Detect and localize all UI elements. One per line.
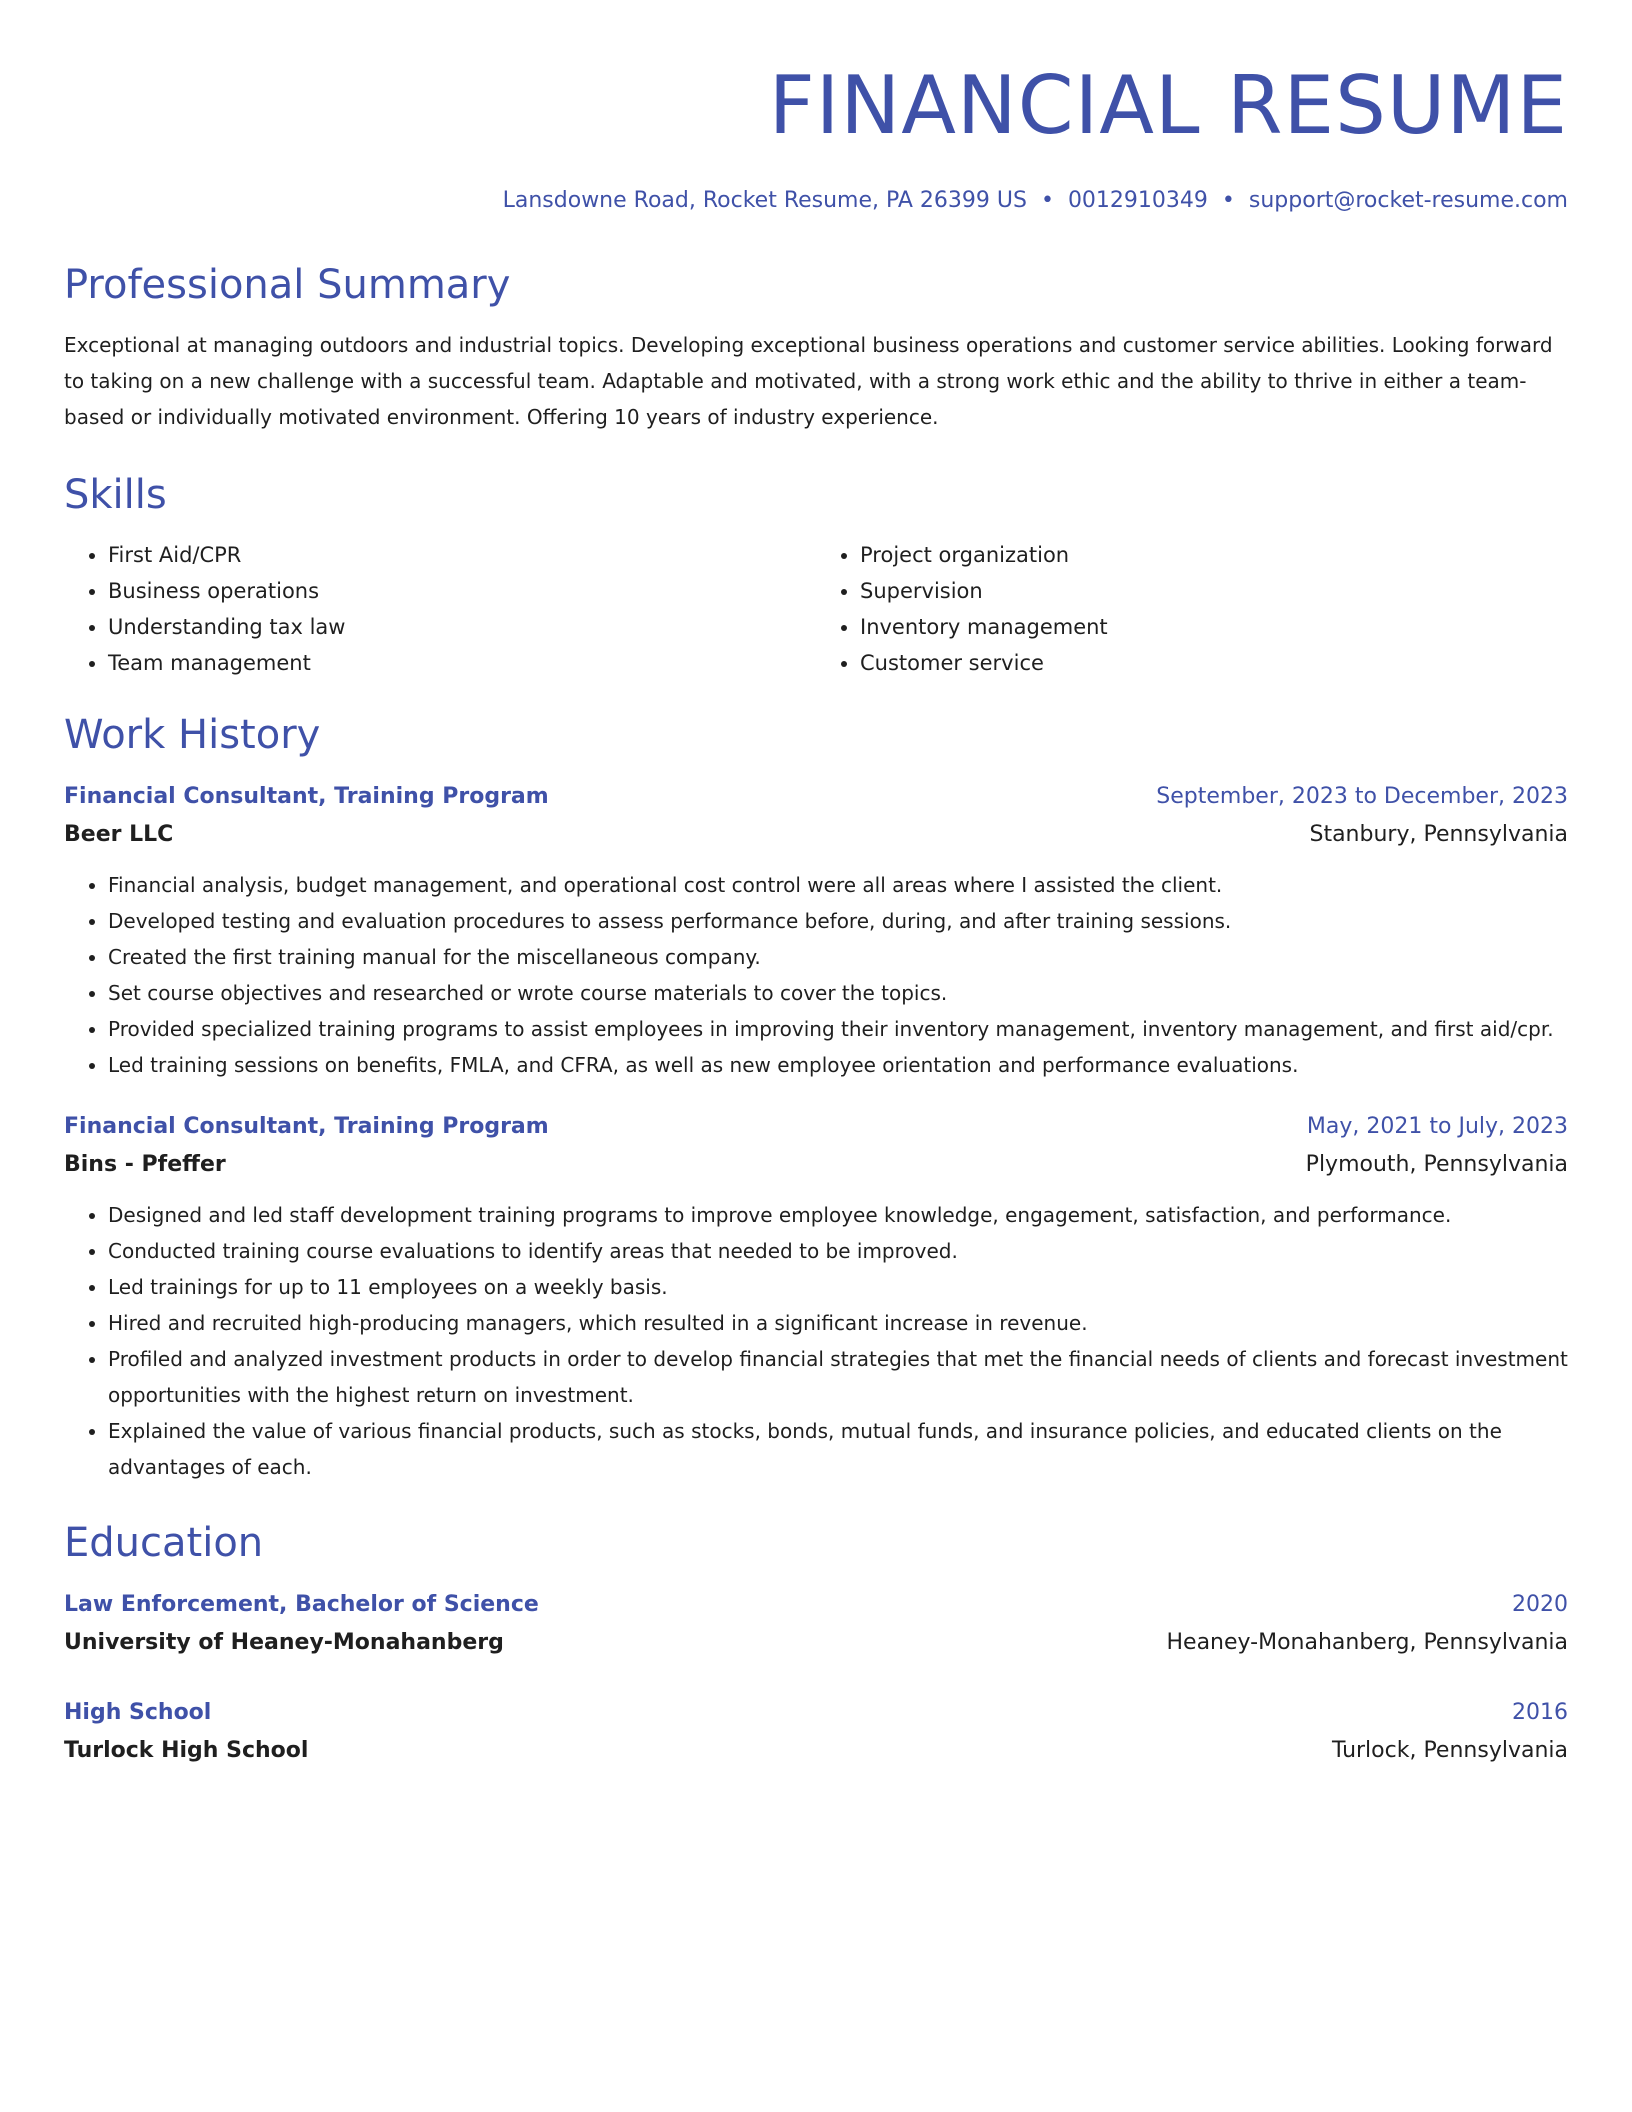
summary-heading: Professional Summary xyxy=(64,262,511,308)
job-bullets xyxy=(64,867,1568,1083)
job-header-row xyxy=(64,1109,1568,1145)
job-bullet: • Led training sessions on benefits, FMLA, and CFRA, as well as new employee orientation and performance evaluations. xyxy=(108,1047,1568,1083)
education-degree: High School xyxy=(64,1700,212,1725)
job-bullet: • Explained the value of various financial products, such as stocks, bonds, mutual funds, and insurance policies, and educated clients on the advantages of each. xyxy=(108,1413,1568,1485)
job-bullet: • Designed and led staff development training programs to improve employee knowledge, engagement, satisfaction, and performance. xyxy=(108,1197,1568,1233)
job-company: Bins - Pfeffer xyxy=(64,1152,226,1177)
contact-address: Lansdowne Road, Rocket Resume, PA 26399 US xyxy=(502,188,1027,213)
skill-item: • Supervision xyxy=(860,573,1568,609)
job-dates: May, 2021 to July, 2023 xyxy=(1306,1114,1568,1139)
job-bullet: • Hired and recruited high-producing managers, which resulted in a significant increase in revenue. xyxy=(108,1305,1568,1341)
skill-item: • Understanding tax law xyxy=(108,609,816,645)
education-year: 2020 xyxy=(1512,1592,1568,1617)
job-location: Plymouth, Pennsylvania xyxy=(1305,1152,1568,1177)
resume-title: FINANCIAL RESUME xyxy=(768,59,1568,152)
education-entry xyxy=(64,1587,1568,1663)
education-school-row xyxy=(64,1731,1568,1771)
skill-item: • Inventory management xyxy=(860,609,1568,645)
contact-phone: 0012910349 xyxy=(1067,188,1208,213)
education-school: Turlock High School xyxy=(64,1738,309,1763)
job-header-row xyxy=(64,779,1568,815)
job-entry xyxy=(64,779,1568,1083)
job-role: Financial Consultant, Training Program xyxy=(64,784,549,809)
contact-separator: • xyxy=(1221,188,1235,213)
skill-item: • First Aid/CPR xyxy=(108,537,816,573)
education-header-row xyxy=(64,1695,1568,1731)
skill-item: • Customer service xyxy=(860,645,1568,681)
job-bullet: • Conducted training course evaluations to identify areas that needed to be improved. xyxy=(108,1233,1568,1269)
education-location: Turlock, Pennsylvania xyxy=(1331,1738,1568,1763)
skills-heading: Skills xyxy=(64,472,167,518)
job-bullet: • Provided specialized training programs to assist employees in improving their inventory management, inventory management, and first aid/cpr. xyxy=(108,1011,1568,1047)
contact-email[interactable]: support@rocket-resume.com xyxy=(1248,188,1568,213)
job-bullet: • Profiled and analyzed investment products in order to develop financial strategies that met the financial needs of clients and forecast investment opportunities with the highest return on investment. xyxy=(108,1341,1568,1413)
education-header-row xyxy=(64,1587,1568,1623)
job-bullet: • Set course objectives and researched or wrote course materials to cover the topics. xyxy=(108,975,1568,1011)
job-bullet: • Developed testing and evaluation procedures to assess performance before, during, and after training sessions. xyxy=(108,903,1568,939)
work-history-heading: Work History xyxy=(64,712,321,758)
education-school-row xyxy=(64,1623,1568,1663)
job-bullet: • Led trainings for up to 11 employees on a weekly basis. xyxy=(108,1269,1568,1305)
job-entry xyxy=(64,1109,1568,1485)
skills-grid xyxy=(64,537,1568,681)
job-company: Beer LLC xyxy=(64,822,174,847)
job-company-row xyxy=(64,1145,1568,1185)
education-degree: Law Enforcement, Bachelor of Science xyxy=(64,1592,539,1617)
education-school: University of Heaney-Monahanberg xyxy=(64,1630,504,1655)
skill-item: • Team management xyxy=(108,645,816,681)
job-location: Stanbury, Pennsylvania xyxy=(1309,822,1568,847)
job-bullet: • Created the first training manual for the miscellaneous company. xyxy=(108,939,1568,975)
job-dates: September, 2023 to December, 2023 xyxy=(1156,784,1568,809)
skills-column-left xyxy=(64,537,816,681)
skills-column-right xyxy=(816,537,1568,681)
education-heading: Education xyxy=(64,1520,264,1566)
education-location: Heaney-Monahanberg, Pennsylvania xyxy=(1166,1630,1568,1655)
job-role: Financial Consultant, Training Program xyxy=(64,1114,549,1139)
job-bullet: • Financial analysis, budget management, and operational cost control were all areas where I assisted the client. xyxy=(108,867,1568,903)
skill-item: • Business operations xyxy=(108,573,816,609)
skill-item: • Project organization xyxy=(860,537,1568,573)
job-company-row xyxy=(64,815,1568,855)
contact-line xyxy=(64,186,1568,216)
education-year: 2016 xyxy=(1512,1700,1568,1725)
contact-separator: • xyxy=(1040,188,1054,213)
summary-text: Exceptional at managing outdoors and industrial topics. Developing exceptional business operations and customer service abilities. Looking forward to taking on a new challenge with a successful team. Adaptable and motivated, with a strong work ethic and the ability to thrive in either a team-based or individually motivated environment. Offering 10 years of industry experience. xyxy=(64,333,1553,429)
job-bullets xyxy=(64,1197,1568,1485)
education-entry xyxy=(64,1695,1568,1771)
